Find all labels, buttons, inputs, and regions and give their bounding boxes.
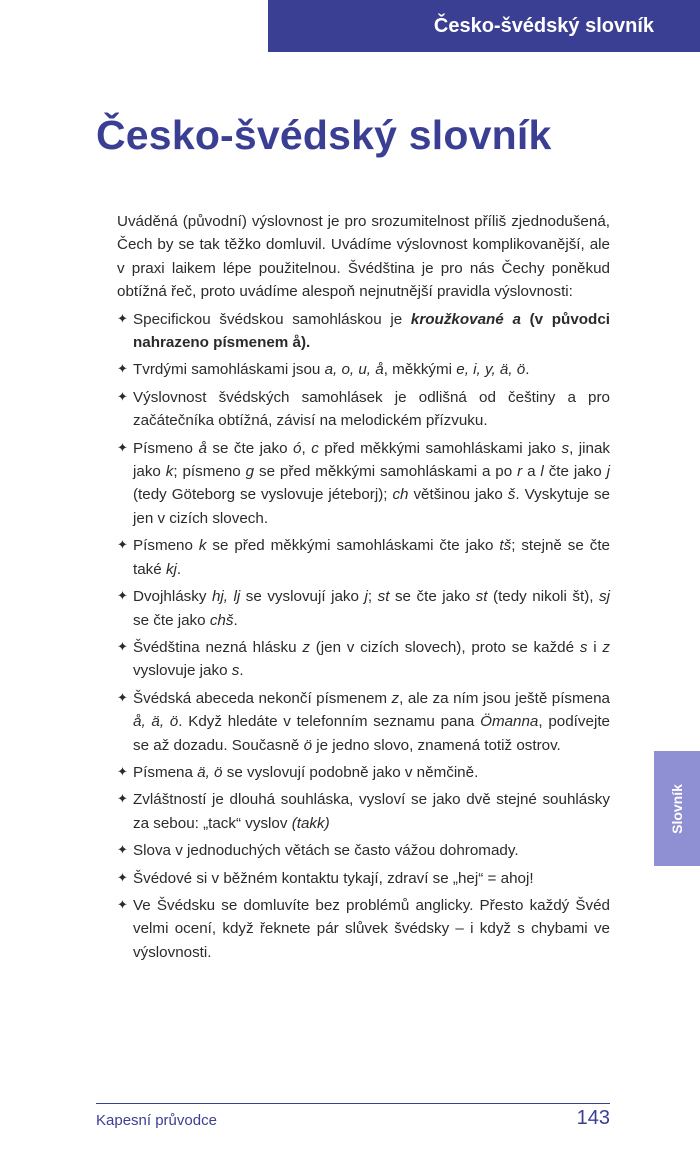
section-tab[interactable] (654, 751, 700, 866)
footer-divider (96, 1103, 610, 1104)
bullet-icon: ✦ (117, 588, 128, 604)
bullet-icon: ✦ (117, 869, 128, 885)
bullet-icon: ✦ (117, 537, 128, 553)
bullet-icon: ✦ (117, 763, 128, 779)
bullet-icon: ✦ (117, 388, 128, 404)
bullet-icon: ✦ (117, 439, 128, 455)
pronunciation-rules-list (117, 308, 610, 965)
page-title: Česko-švédský slovník (96, 112, 552, 158)
rule-item: ✦ Zvláštností je dlouhá souhláska, vysloví se jako dvě stejné souhlásky za sebou: „tack“ vyslov (takk) (117, 788, 610, 835)
rule-item: ✦ Výslovnost švédských samohlásek je odlišná od češtiny a pro začátečníka obtížná, závisí na melodickém přízvuku. (117, 386, 610, 433)
rule-item: ✦ Švédové si v běžném kontaktu tykají, zdraví se „hej“ = ahoj! (117, 867, 610, 890)
bullet-icon: ✦ (117, 638, 128, 654)
rule-item: ✦ Písmeno å se čte jako ó, c před měkkými samohláskami jako s, jinak jako k; písmeno g se před měkkými samohláskami a po r a l čte jako j (tedy Göteborg se vyslovuje jéteborj); ch většinou jako š. Vyskytuje se jen v cizích slovech. (117, 437, 610, 531)
content (117, 210, 610, 968)
bullet-icon: ✦ (117, 361, 128, 377)
rule-item: ✦ Specifickou švédskou samohláskou je kroužkované a (v původci nahrazeno písmenem å). (117, 308, 610, 355)
rule-item: ✦ Švédská abeceda nekončí písmenem z, ale za ním jsou ještě písmena å, ä, ö. Když hledáte v telefonním seznamu pana Ömanna, podívejte se až dozadu. Současně ö je jedno slovo, znamená totiž ostrov. (117, 687, 610, 757)
intro-paragraph: Uváděná (původní) výslovnost je pro srozumitelnost příliš zjednodušená, Čech by se tak těžko domluvil. Uvádíme výslovnost komplikovanější, ale v praxi laikem lépe použitelnou. Švédština je pro nás Čechy poněkud obtížná řeč, proto uvádíme alespoň nejnutnější pravidla výslovnosti: (117, 213, 610, 301)
bullet-icon: ✦ (117, 896, 128, 912)
rule-item: ✦ Písmeno k se před měkkými samohláskami čte jako tš; stejně se čte také kj. (117, 534, 610, 581)
rule-item: ✦ Slova v jednoduchých větách se často vážou dohromady. (117, 839, 610, 862)
running-header (268, 0, 700, 52)
bullet-icon: ✦ (117, 791, 128, 807)
bullet-icon: ✦ (117, 842, 128, 858)
rule-item: ✦ Švédština nezná hlásku z (jen v cizích slovech), proto se každé s i z vyslovuje jako s. (117, 636, 610, 683)
rule-item: ✦ Tvrdými samohláskami jsou a, o, u, å, měkkými e, i, y, ä, ö. (117, 358, 610, 381)
bullet-icon: ✦ (117, 310, 128, 326)
rule-item: ✦ Ve Švédsku se domluvíte bez problémů anglicky. Přesto každý Švéd velmi ocení, když řeknete pár slůvek švédsky – i když s chybami ve výslovnosti. (117, 894, 610, 964)
page-number: 143 (576, 1107, 610, 1129)
rule-item: ✦ Dvojhlásky hj, lj se vyslovují jako j; st se čte jako st (tedy nikoli št), sj se čte jako chš. (117, 585, 610, 632)
running-header-title: Česko-švédský slovník (433, 14, 654, 37)
rule-item: ✦ Písmena ä, ö se vyslovují podobně jako v němčině. (117, 761, 610, 784)
footer-book-title: Kapesní průvodce (96, 1112, 217, 1129)
bullet-icon: ✦ (117, 689, 128, 705)
section-tab-label: Slovník (669, 783, 686, 834)
